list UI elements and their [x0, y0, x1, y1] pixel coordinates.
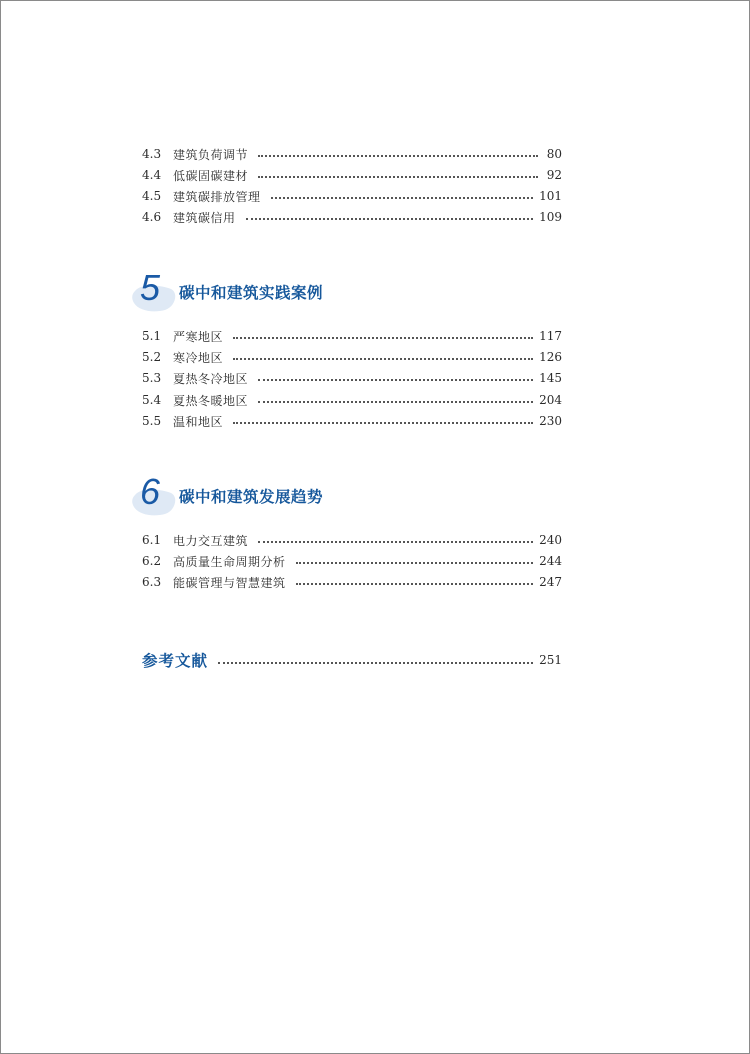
toc-entry-title: 能碳管理与智慧建筑: [173, 575, 286, 590]
chapter-number: 6: [140, 471, 161, 512]
toc-entry-number: 4.3: [142, 147, 162, 161]
toc-entry-number: 5.1: [142, 329, 162, 343]
toc-entry-title: 电力交互建筑: [173, 533, 249, 548]
toc-entry-6-3[interactable]: [142, 572, 562, 592]
toc-entry-number: 5.3: [142, 371, 162, 385]
toc-entry-page: 109: [539, 210, 562, 224]
chapter-number-badge: [131, 471, 179, 519]
toc-entry-4-6[interactable]: [142, 207, 562, 227]
chapter-title: 碳中和建筑发展趋势: [179, 488, 324, 506]
chapter-5-heading[interactable]: [131, 267, 431, 315]
dot-leader: [258, 154, 538, 157]
toc-entry-title: 低碳固碳建材: [173, 168, 249, 183]
toc-entry-page: 204: [539, 393, 562, 407]
toc-entry-page: 244: [539, 554, 562, 568]
dot-leader: [233, 421, 533, 424]
toc-entry-4-5[interactable]: [142, 186, 562, 206]
toc-entry-number: 4.5: [142, 189, 162, 203]
toc-entry-page: 80: [546, 147, 562, 161]
chapter-number: 5: [140, 267, 161, 308]
references-page: 251: [539, 653, 562, 667]
dot-leader: [258, 400, 533, 403]
toc-entry-5-3[interactable]: [142, 368, 562, 388]
toc-entry-5-4[interactable]: [142, 390, 562, 410]
chapter-6-heading[interactable]: [131, 471, 431, 519]
toc-entry-page: 92: [546, 168, 562, 182]
toc-entry-number: 4.6: [142, 210, 162, 224]
toc-entry-page: 101: [539, 189, 562, 203]
toc-entry-title: 夏热冬冷地区: [173, 371, 249, 386]
dot-leader: [296, 582, 534, 585]
toc-entry-number: 6.2: [142, 554, 162, 568]
toc-entry-5-1[interactable]: [142, 326, 562, 346]
toc-entry-5-5[interactable]: [142, 411, 562, 431]
toc-entry-page: 126: [539, 350, 562, 364]
dot-leader: [246, 217, 534, 220]
toc-entry-number: 6.1: [142, 533, 162, 547]
toc-entry-title: 夏热冬暖地区: [173, 393, 249, 408]
dot-leader: [233, 357, 533, 360]
references-title: 参考文献: [142, 652, 209, 670]
toc-entry-title: 温和地区: [173, 414, 224, 429]
dot-leader: [296, 561, 534, 564]
toc-entry-title: 建筑碳排放管理: [173, 189, 261, 204]
dot-leader: [258, 175, 538, 178]
toc-entry-page: 230: [539, 414, 562, 428]
toc-entry-4-4[interactable]: [142, 165, 562, 185]
toc-entry-number: 5.2: [142, 350, 162, 364]
dot-leader: [258, 540, 533, 543]
dot-leader: [258, 378, 533, 381]
toc-entry-6-1[interactable]: [142, 530, 562, 550]
chapter-number-badge: [131, 267, 179, 315]
toc-entry-page: 240: [539, 533, 562, 547]
toc-entry-page: 117: [539, 329, 562, 343]
toc-entry-page: 247: [539, 575, 562, 589]
toc-entry-title: 建筑负荷调节: [173, 147, 249, 162]
toc-entry-number: 4.4: [142, 168, 162, 182]
toc-entry-4-3[interactable]: [142, 144, 562, 164]
chapter-title: 碳中和建筑实践案例: [179, 284, 324, 302]
dot-leader: [218, 661, 533, 664]
toc-entry-page: 145: [539, 371, 562, 385]
dot-leader: [233, 336, 533, 339]
toc-entry-title: 严寒地区: [173, 329, 224, 344]
references-entry[interactable]: [142, 649, 562, 671]
toc-entry-number: 5.4: [142, 393, 162, 407]
dot-leader: [271, 196, 534, 199]
toc-entry-title: 建筑碳信用: [173, 210, 236, 225]
toc-entry-5-2[interactable]: [142, 347, 562, 367]
toc-entry-6-2[interactable]: [142, 551, 562, 571]
toc-entry-number: 6.3: [142, 575, 162, 589]
toc-entry-title: 高质量生命周期分析: [173, 554, 286, 569]
toc-entry-number: 5.5: [142, 414, 162, 428]
toc-entry-title: 寒冷地区: [173, 350, 224, 365]
